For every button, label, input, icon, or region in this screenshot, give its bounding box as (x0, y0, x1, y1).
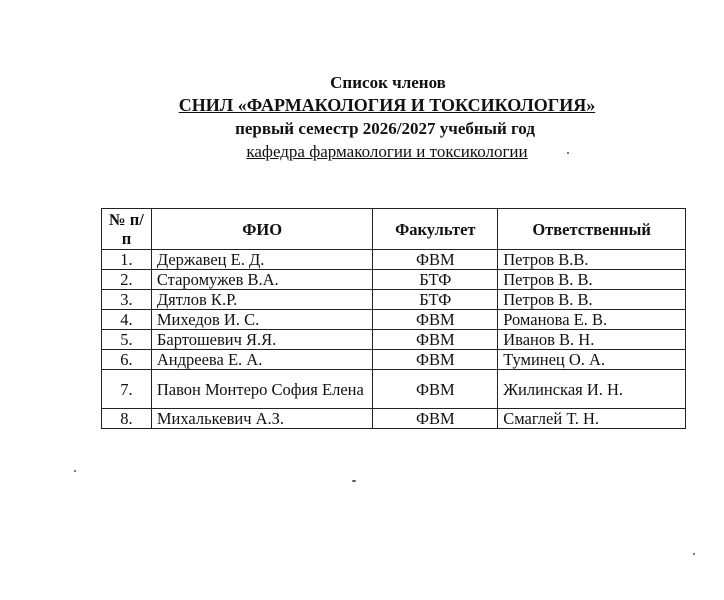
table-row (102, 270, 686, 290)
scan-speck (352, 480, 356, 482)
document-header (0, 71, 724, 163)
row-responsible: Жилинская И. Н. (498, 370, 686, 409)
row-name: Бартошевич Я.Я. (151, 330, 372, 350)
row-name: Державец Е. Д. (151, 250, 372, 270)
department-line: кафедра фармакологии и токсикологии (246, 142, 528, 161)
row-num: 4. (102, 310, 152, 330)
row-faculty: ФВМ (373, 370, 498, 409)
members-table (101, 208, 686, 429)
row-name: Михедов И. С. (151, 310, 372, 330)
row-num: 7. (102, 370, 152, 409)
society-name: СНИЛ «ФАРМАКОЛОГИЯ И ТОКСИКОЛОГИЯ» (178, 95, 596, 115)
row-faculty: ФВМ (373, 310, 498, 330)
header-faculty: Факультет (373, 209, 498, 250)
row-responsible: Смаглей Т. Н. (498, 409, 686, 429)
row-responsible: Петров В.В. (498, 250, 686, 270)
table-row (102, 409, 686, 429)
row-num: 2. (102, 270, 152, 290)
table-row (102, 370, 686, 409)
row-faculty: ФВМ (373, 409, 498, 429)
table-row (102, 350, 686, 370)
row-num: 6. (102, 350, 152, 370)
row-faculty: ФВМ (373, 350, 498, 370)
row-faculty: ФВМ (373, 330, 498, 350)
row-responsible: Петров В. В. (498, 270, 686, 290)
row-num: 3. (102, 290, 152, 310)
row-name: Старомужев В.А. (151, 270, 372, 290)
header-responsible: Ответственный (498, 209, 686, 250)
row-responsible: Петров В. В. (498, 290, 686, 310)
table-row (102, 330, 686, 350)
scan-speck (693, 553, 695, 555)
row-responsible: Романова Е. В. (498, 310, 686, 330)
table-row (102, 290, 686, 310)
row-name: Дятлов К.Р. (151, 290, 372, 310)
document-title: Список членов (330, 73, 446, 92)
row-num: 8. (102, 409, 152, 429)
row-name: Андреева Е. А. (151, 350, 372, 370)
header-name: ФИО (151, 209, 372, 250)
semester-line: первый семестр 2026/2027 учебный год (235, 119, 535, 138)
scan-speck (74, 470, 76, 472)
row-num: 1. (102, 250, 152, 270)
table-row (102, 250, 686, 270)
row-responsible: Иванов В. Н. (498, 330, 686, 350)
row-faculty: БТФ (373, 290, 498, 310)
row-faculty: БТФ (373, 270, 498, 290)
row-responsible: Туминец О. А. (498, 350, 686, 370)
row-num: 5. (102, 330, 152, 350)
row-faculty: ФВМ (373, 250, 498, 270)
table-header-row (102, 209, 686, 250)
scan-speck (567, 152, 569, 154)
row-name: Павон Монтеро София Елена (151, 370, 372, 409)
table-row (102, 310, 686, 330)
header-num: № п/п (102, 209, 152, 250)
row-name: Михалькевич А.З. (151, 409, 372, 429)
